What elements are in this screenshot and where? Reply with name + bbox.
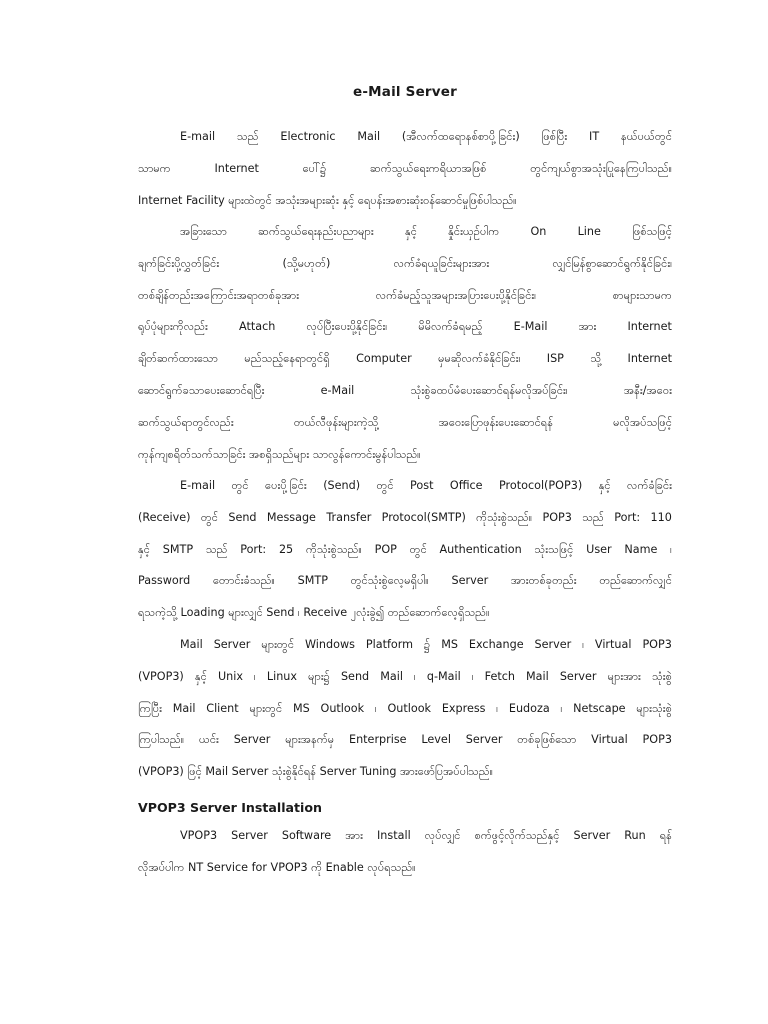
paragraph-line: ချက်ခြင်းပို့လွှတ်ခြင်း (သို့မဟုတ်) လက်ခံရယူခြင်းများအား လျှင်မြန်စွာဆောင်ရွက်နိုင်ခြင်း၊	[138, 256, 672, 270]
paragraph-line: ရုပ်ပုံများကိုလည်း Attach လုပ်ပြီးပေးပို့နိုင်ခြင်း၊ မိမိလက်ခံရမည့် E-Mail အား Internet	[138, 320, 672, 334]
paragraph	[138, 216, 672, 470]
paragraph-line: Internet Facility များထဲတွင် အသုံးအများဆုံး နှင့် ရေပန်းအစားဆုံးဝန်ဆောင်မှုဖြစ်ပါသည်။	[138, 193, 517, 207]
paragraph-line: (VPOP3) ဖြင့် Mail Server သုံးစွဲနိုင်ရန် Server Tuning အားဖော်ပြအပ်ပါသည်။	[138, 765, 494, 779]
paragraph	[138, 121, 672, 216]
document-title: e-Mail Server	[352, 84, 457, 100]
paragraph-line: နှင့် SMTP သည် Port: 25 ကိုသုံးစွဲသည်။ POP တွင် Authentication သုံးသဖြင့် User Name ၊	[138, 542, 672, 556]
paragraph	[138, 820, 672, 884]
paragraph	[138, 629, 672, 788]
paragraph-line: Password တောင်းခံသည်။ SMTP တွင်သုံးစွဲလေ့မရှိပါ။ Server အားတစ်ခုတည်း တည်ဆောက်လျှင်	[138, 574, 672, 588]
paragraph-line: လိုအပ်ပါက NT Service for VPOP3 ကို Enable လုပ်ရသည်။	[138, 860, 416, 874]
section-heading: VPOP3 Server Installation	[138, 800, 322, 815]
paragraph	[138, 470, 672, 629]
paragraph-line: တစ်ချိန်တည်းအကြောင်းအရာတစ်ခုအား လက်ခံမည့်သူအများအပြားပေးပို့နိုင်ခြင်း၊ စာများသာမက	[138, 288, 672, 302]
paragraph-line: ဆောင်ရွက်ခသာပေးဆောင်ရပြီး e-Mail သုံးစွဲခထပ်မံပေးဆောင်ရန်မလိုအပ်ခြင်း၊ အနီး/အဝေး	[138, 383, 672, 397]
paragraph-line: အခြားသော ဆက်သွယ်ရေးနည်းပညာများ နှင့် နှိုင်းယှဉ်ပါက On Line ဖြစ်သဖြင့်	[180, 225, 672, 238]
paragraph-line: E-mail သည် Electronic Mail (အီလက်ထရောနစ်စာပို့ခြင်း) ဖြစ်ပြီး IT နယ်ပယ်တွင်	[180, 130, 672, 143]
paragraph-line: Mail Server များတွင် Windows Platform ၌ MS Exchange Server ၊ Virtual POP3	[180, 638, 672, 651]
paragraph-line: ကြပါသည်။ ယင်း Server များအနက်မှ Enterprise Level Server တစ်ခုဖြစ်သော Virtual POP3	[138, 733, 672, 747]
paragraph-line: ရသကဲ့သို့ Loading များလျှင် Send ၊ Receive ၂လုံးခွဲ၍ တည်ဆောက်လေ့ရှိသည်။	[138, 606, 490, 620]
paragraph-line: (Receive) တွင် Send Message Transfer Protocol(SMTP) ကိုသုံးစွဲသည်။ POP3 သည် Port: 110	[138, 510, 672, 524]
paragraph-line: သာမက Internet ပေါ်၌ ဆက်သွယ်ရေးကရိယာအဖြစ် တွင်ကျယ်စွာအသုံးပြုနေကြပါသည်။	[138, 161, 672, 175]
document-page	[138, 0, 672, 1024]
paragraph-line: ဆက်သွယ်ရာတွင်လည်း တယ်လီဖုန်းများကဲ့သို့ အဝေးပြောဖုန်းပေးဆောင်ရန် မလိုအပ်သဖြင့်	[138, 415, 672, 429]
paragraph-line: (VPOP3) နှင့် Unix ၊ Linux များ၌ Send Mail ၊ q-Mail ၊ Fetch Mail Server များအား သုံးစွဲ	[138, 669, 672, 683]
paragraph-line: ချိတ်ဆက်ထားသော မည်သည့်နေရာတွင်ရှိ Computer မှမဆိုလက်ခံနိုင်ခြင်း၊ ISP သို့ Internet	[138, 352, 672, 366]
paragraph-line: ကြပြီး Mail Client များတွင် MS Outlook ၊ Outlook Express ၊ Eudoza ၊ Netscape များသုံးစွဲ	[138, 701, 672, 715]
paragraph-line: E-mail တွင် ပေးပို့ခြင်း (Send) တွင် Post Office Protocol(POP3) နှင့် လက်ခံခြင်း	[180, 479, 672, 492]
paragraph-line: ကုန်ကျစရိတ်သက်သာခြင်း အစရှိသည်များ သာလွန်ကောင်းမွန်ပါသည်။	[138, 447, 421, 461]
paragraph-line: VPOP3 Server Software အား Install လုပ်လျှင် စက်ဖွင့်လိုက်သည်နှင့် Server Run ရန်	[180, 829, 672, 842]
